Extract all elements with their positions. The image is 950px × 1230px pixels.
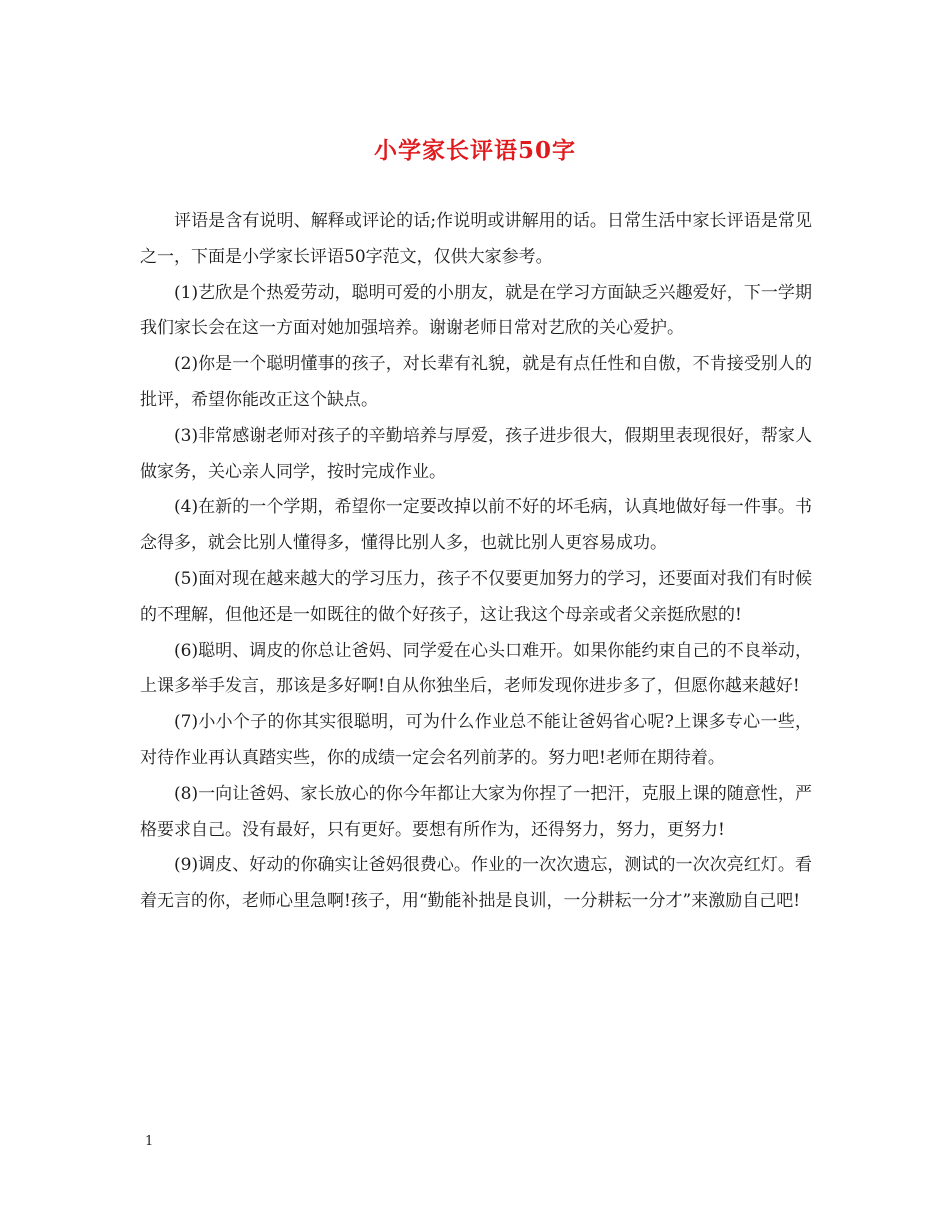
page-number: 1 [145, 1134, 154, 1149]
document-title: 小学家长评语50字 [373, 137, 576, 164]
document-body [140, 204, 812, 920]
paragraph-comment-8: (8)一向让爸妈、家长放心的你今年都让大家为你捏了一把汗，克服上课的随意性，严格要求自己。没有最好，只有更好。要想有所作为，还得努力，努力，更努力! [140, 783, 812, 840]
paragraph-comment-9: (9)调皮、好动的你确实让爸妈很费心。作业的一次次遗忘，测试的一次次亮红灯。看着无言的你，老师心里急啊!孩子，用“勤能补拙是良训，一分耕耘一分才”来激励自己吧! [140, 855, 812, 912]
paragraph-comment-7: (7)小小个子的你其实很聪明，可为什么作业总不能让爸妈省心呢?上课多专心一些，对待作业再认真踏实些，你的成绩一定会名列前茅的。努力吧!老师在期待着。 [140, 712, 812, 768]
paragraph-comment-3: (3)非常感谢老师对孩子的辛勤培养与厚爱，孩子进步很大，假期里表现很好，帮家人做家务，关心亲人同学，按时完成作业。 [140, 425, 812, 482]
paragraph-comment-5: (5)面对现在越来越大的学习压力，孩子不仅要更加努力的学习，还要面对我们有时候的不理解，但他还是一如既往的做个好孩子，这让我这个母亲或者父亲挺欣慰的! [140, 568, 812, 625]
paragraph-intro: 评语是含有说明、解释或评论的话;作说明或讲解用的话。日常生活中家长评语是常见之一，下面是小学家长评语50字范文，仅供大家参考。 [140, 211, 812, 267]
paragraph-comment-2: (2)你是一个聪明懂事的孩子，对长辈有礼貌，就是有点任性和自傲，不肯接受别人的批评，希望你能改正这个缺点。 [140, 354, 812, 410]
paragraph-comment-6: (6)聪明、调皮的你总让爸妈、同学爱在心头口难开。如果你能约束自己的不良举动，上课多举手发言，那该是多好啊!自从你独坐后，老师发现你进步多了，但愿你越来越好! [140, 640, 812, 697]
paragraph-comment-1: (1)艺欣是个热爱劳动，聪明可爱的小朋友，就是在学习方面缺乏兴趣爱好，下一学期我们家长会在这一方面对她加强培养。谢谢老师日常对艺欣的关心爱护。 [140, 282, 812, 339]
paragraph-comment-4: (4)在新的一个学期，希望你一定要改掉以前不好的坏毛病，认真地做好每一件事。书念得多，就会比别人懂得多，懂得比别人多，也就比别人更容易成功。 [140, 497, 812, 554]
